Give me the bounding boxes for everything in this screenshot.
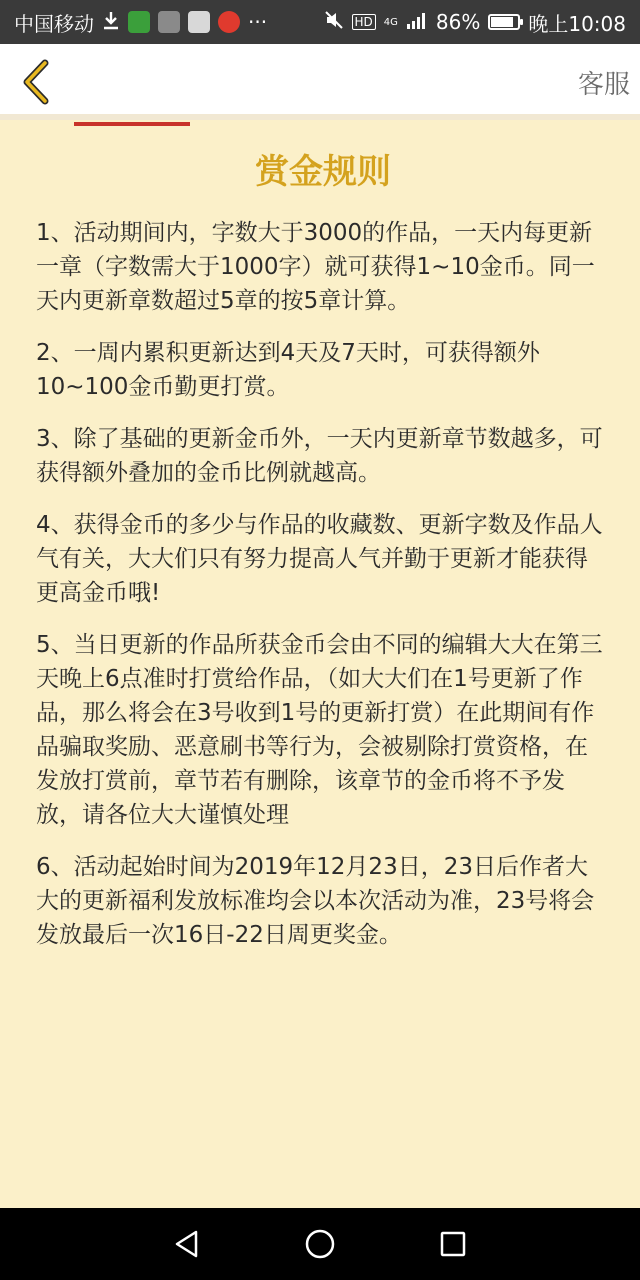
nav-home-button[interactable]: [300, 1224, 340, 1264]
battery-icon: [488, 14, 520, 30]
system-nav-bar: [0, 1208, 640, 1280]
customer-service-button[interactable]: 客服: [577, 70, 630, 100]
network-type: 4G: [383, 16, 398, 28]
rules-list: [36, 216, 610, 952]
carrier-label: 中国移动: [14, 11, 94, 36]
rule-item: 1、活动期间内，字数大于3000的作品，一天内每更新一章（字数需大于1000字）就可获得1~10金币。同一天内更新章数超过5章的按5章计算。: [36, 220, 595, 314]
nav-recent-button[interactable]: [433, 1224, 473, 1264]
stats-app-icon: [158, 11, 180, 33]
video-app-icon: [218, 11, 240, 33]
nav-back-button[interactable]: [167, 1224, 207, 1264]
circle-home-icon: [304, 1228, 336, 1260]
chevron-left-icon: [21, 59, 51, 105]
triangle-back-icon: [172, 1229, 202, 1259]
rule-item: 3、除了基础的更新金币外，一天内更新章节数越多，可获得额外叠加的金币比例就越高。: [36, 426, 603, 486]
signal-icon: [406, 10, 428, 34]
clock: 晚上10:08: [528, 11, 626, 36]
status-left: [14, 8, 267, 37]
status-right: [324, 8, 626, 37]
iqiyi-app-icon: [128, 11, 150, 33]
rule-item: 6、活动起始时间为2019年12月23日，23日后作者大大的更新福利发放标准均会以本次活动为准，23号将会发放最后一次16日-22日周更奖金。: [36, 854, 595, 948]
mute-icon: [324, 10, 344, 35]
sina-app-icon: [188, 11, 210, 33]
rule-item: 2、一周内累积更新达到4天及7天时，可获得额外10~100金币勤更打赏。: [36, 340, 540, 400]
square-recent-icon: [439, 1230, 467, 1258]
rules-content: [0, 126, 640, 1208]
battery-percent: 86%: [435, 10, 481, 34]
rule-item: 5、当日更新的作品所获金币会由不同的编辑大大在第三天晚上6点准时打赏给作品，（如大大们在1号更新了作品，那么将会在3号收到1号的更新打赏）在此期间有作品骗取奖励、恶意刷书等行为，会被剔除打赏资格，在发放打赏前，章节若有删除，该章节的金币将不予发放，请各位大大谨慎处理: [36, 632, 603, 828]
status-bar: [0, 0, 640, 44]
hd-badge: HD: [352, 14, 376, 30]
back-button[interactable]: [16, 58, 56, 106]
download-icon: [102, 10, 120, 35]
header: [0, 44, 640, 120]
rule-item: 4、获得金币的多少与作品的收藏数、更新字数及作品人气有关，大大们只有努力提高人气并勤于更新才能获得更高金币哦!: [36, 512, 603, 606]
page-title: 赏金规则: [255, 152, 391, 192]
more-notifications-icon: ···: [248, 10, 268, 34]
